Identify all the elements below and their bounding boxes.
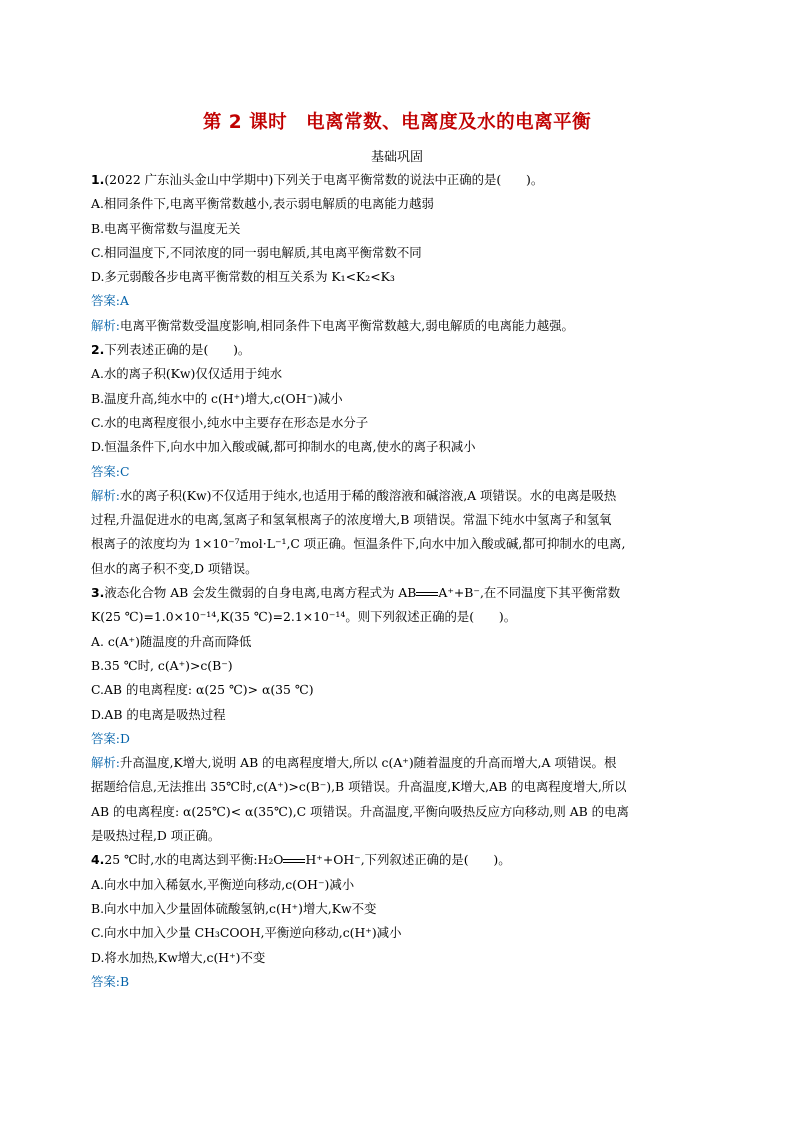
equilibrium-arrow-icon — [416, 591, 438, 597]
question-2-option-d: D.恒温条件下,向水中加入酸或碱,都可抑制水的电离,使水的离子积减小 — [91, 439, 476, 455]
question-3-option-a: A. c(A⁺)随温度的升高而降低 — [91, 633, 252, 649]
question-number: 4. — [91, 852, 105, 868]
question-3-stem — [91, 581, 703, 605]
question-2-analysis-line: 过程,升温促进水的电离,氢离子和氢氧根离子的浓度增大,B 项错误。常温下纯水中氢离子和氢氧 — [91, 512, 612, 528]
question-4-option-b: B.向水中加入少量固体硫酸氢钠,c(H⁺)增大,Kw不变 — [91, 900, 377, 916]
question-2-option-c: C.水的电离程度很小,纯水中主要存在形态是水分子 — [91, 414, 369, 430]
question-2-stem — [91, 338, 703, 362]
question-text: 25 ℃时,水的电离达到平衡:H₂O — [104, 852, 284, 868]
analysis-text: 升高温度,K增大,说明 AB 的电离程度增大,所以 c(A⁺)随着温度的升高而增大,A 项错误。根 — [119, 755, 617, 771]
question-number: 3. — [91, 585, 105, 601]
question-3-option-d: D.AB 的电离是吸热过程 — [91, 706, 226, 722]
question-number: 1. — [91, 172, 105, 187]
question-list — [91, 168, 703, 994]
question-text: 液态化合物 AB 会发生微弱的自身电离,电离方程式为 AB — [104, 585, 417, 601]
question-text: A⁺+B⁻,在不同温度下其平衡常数 — [438, 585, 621, 601]
question-4-option-a: A.向水中加入稀氨水,平衡逆向移动,c(OH⁻)减小 — [91, 876, 355, 892]
question-2-option-b: B.温度升高,纯水中的 c(H⁺)增大,c(OH⁻)减小 — [91, 390, 343, 406]
question-2-analysis — [91, 484, 703, 508]
section-heading: 基础巩固 — [370, 150, 423, 165]
question-3-analysis-line: 是吸热过程,D 项正确。 — [91, 828, 221, 844]
question-number: 2. — [91, 342, 105, 358]
question-4-answer: 答案:B — [91, 973, 130, 989]
question-1-option-d: D.多元弱酸各步电离平衡常数的相互关系为 K₁<K₂<K₃ — [91, 269, 395, 285]
analysis-text: 电离平衡常数受温度影响,相同条件下电离平衡常数越大,弱电解质的电离能力越强。 — [119, 317, 574, 333]
question-3-option-b: B.35 ℃时, c(A⁺)>c(B⁻) — [91, 657, 233, 673]
question-2-answer: 答案:C — [91, 463, 130, 479]
question-3-stem-line: K(25 ℃)=1.0×10⁻¹⁴,K(35 ℃)=2.1×10⁻¹⁴。则下列叙述正确的是( )。 — [91, 609, 517, 625]
question-2-analysis-line: 但水的离子积不变,D 项错误。 — [91, 560, 258, 576]
question-3-analysis-line: 据题给信息,无法推出 35℃时,c(A⁺)>c(B⁻),B 项错误。升高温度,K增大,AB 的电离程度增大,所以 — [91, 779, 627, 795]
analysis-label: 解析: — [91, 487, 120, 503]
question-4-stem — [91, 848, 703, 872]
analysis-label: 解析: — [91, 317, 120, 333]
question-1-option-c: C.相同温度下,不同浓度的同一弱电解质,其电离平衡常数不同 — [91, 244, 422, 260]
question-4-option-c: C.向水中加入少量 CH₃COOH,平衡逆向移动,c(H⁺)减小 — [91, 925, 402, 941]
question-1-option-a: A.相同条件下,电离平衡常数越小,表示弱电解质的电离能力越弱 — [91, 196, 434, 212]
question-text: 下列表述正确的是( )。 — [104, 342, 251, 358]
question-1-option-b: B.电离平衡常数与温度无关 — [91, 220, 241, 236]
equilibrium-arrow-icon — [283, 858, 305, 864]
question-2-analysis-line: 根离子的浓度均为 1×10⁻⁷mol·L⁻¹,C 项正确。恒温条件下,向水中加入酸或碱,都可抑制水的电离, — [91, 536, 626, 552]
question-3-answer: 答案:D — [91, 730, 130, 746]
question-3-analysis-line: AB 的电离程度: α(25℃)< α(35℃),C 项错误。升高温度,平衡向吸热反应方向移动,则 AB 的电离 — [91, 803, 629, 819]
page-title: 第 2 课时 电离常数、电离度及水的电离平衡 — [202, 112, 592, 133]
question-2-option-a: A.水的离子积(Kw)仅仅适用于纯水 — [91, 366, 283, 382]
question-1-answer: 答案:A — [91, 293, 129, 309]
question-4-option-d: D.将水加热,Kw增大,c(H⁺)不变 — [91, 949, 266, 965]
question-text: (2022 广东汕头金山中学期中)下列关于电离平衡常数的说法中正确的是( )。 — [104, 172, 544, 187]
question-1-stem — [91, 168, 703, 192]
question-3-option-c: C.AB 的电离程度: α(25 ℃)> α(35 ℃) — [91, 682, 314, 698]
analysis-label: 解析: — [91, 755, 120, 771]
analysis-text: 水的离子积(Kw)不仅适用于纯水,也适用于稀的酸溶液和碱溶液,A 项错误。水的电离是吸热 — [119, 487, 617, 503]
question-1-analysis — [91, 314, 703, 338]
question-3-analysis — [91, 751, 703, 775]
question-text: H⁺+OH⁻,下列叙述正确的是( )。 — [305, 852, 511, 868]
